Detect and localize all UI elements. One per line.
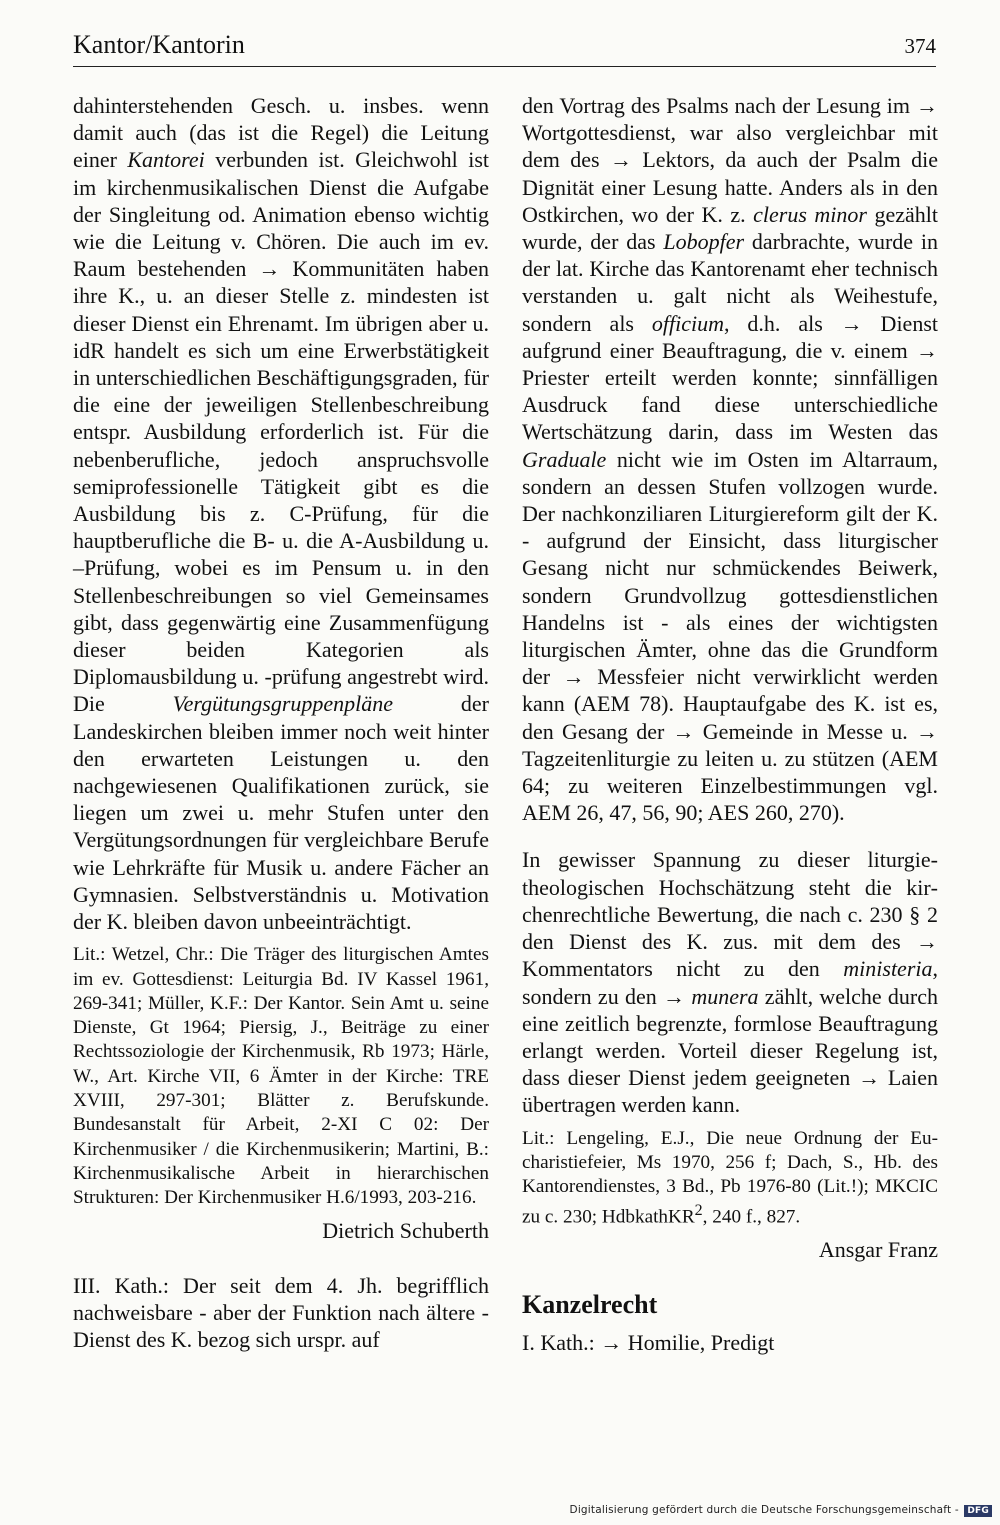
right-column [522, 92, 938, 1356]
running-head [73, 28, 936, 67]
author-signature: Ansgar Franz [818, 1237, 938, 1263]
body-paragraph: In gewisser Spannung zu dieser liturgietheologischen Hochschätzung steht die kirchenrechtliche Bewertung, die nach c. 230 § 2 den Dienst des K. zus. mit dem des → Kommentators nicht zu den ministeria, sondern zu den → munera zählt, welche durch eine zeitlich begrenzte, formlose Beauftragung erlangt werden. Vorteil dieser Regelung ist, dass dieser Dienst jedem geeigneten → Laien übertragen werden kann. [522, 847, 939, 1118]
literature-list: Lit.: Lengeling, E.J., Die neue Ordnung der Eucharistiefeier, Ms 1970, 256 f; Dach, S., Hb. des Kantorendienstes, 3 Bd., Pb 1976-80 (Lit.!); MKCIC zu c. 230; HdbkathKR$^2$, 240 f., 827. [522, 1127, 938, 1228]
entry-heading: Kanzelrecht [522, 1290, 658, 1320]
left-column [73, 92, 489, 1353]
body-paragraph: I. Kath.: → Homilie, Predigt [522, 1329, 775, 1355]
body-paragraph: III. Kath.: Der seit dem 4. Jh. begrifflich nachweisbare - aber der Funktion nach ältere - Dienst des K. bezog sich urspr. auf [73, 1272, 489, 1353]
dfg-logo: DFG [964, 1505, 992, 1517]
page-number: 374 [904, 34, 936, 58]
digitization-credit [570, 1504, 992, 1517]
author-signature: Dietrich Schuberth [322, 1217, 489, 1243]
body-paragraph: den Vortrag des Psalms nach der Lesung im → Wortgottesdienst, war also vergleichbar mit dem des → Lektors, da auch der Psalm die Dignität einer Lesung hatte. Anders als in den Ostkirchen, wo der K. z. clerus minor gezählt wurde, der das Lobopfer darbrachte, wurde in der lat. Kirche das Kantorenamt eher technisch verstanden u. galt nicht als Weihestufe, sondern als officium, d.h. als → Dienst aufgrund einer Beauftragung, die v. einem → Priester erteilt werden konnte; sinnfälligen Ausdruck fand diese unterschiedliche Wertschätzung darin, dass im Westen das Graduale nicht wie im Osten im Altarraum, sondern an dessen Stufen vollzogen wurde. Der nachkonziliaren Liturgiereform gilt der K. - aufgrund der Einsicht, dass liturgischer Gesang nicht nur schmückendes Beiwerk, sondern Grundvollzug gottesdienstlichen Handelns ist - als eines der wichtigsten liturgischen Ämter, ohne das die Grundform der → Messfeier nicht verwirklicht werden kann (AEM 78). Hauptaufgabe des K. ist es, den Gesang der → Gemeinde in Messe u. → Tagzeitenliturgie zu leiten u. zu stützen (AEM 64; zu weiteren Einzelbestimmungen vgl. AEM 26, 47, 56, 90; AES 260, 270). [522, 93, 938, 826]
literature-list: Lit.: Wetzel, Chr.: Die Träger des liturgischen Amtes im ev. Gottesdienst: Leiturgia Bd. IV Kassel 1961, 269-341; Müller, K.F.: Der Kantor. Sein Amt u. seine Dienste, Gt 1964; Piersig, J., Beiträge zu einer Rechtssoziologie der Kirchenmusik, Rb 1973; Härle, W., Art. Kirche VII, 6 Ämter in der Kirche: TRE XVIII, 297-301; Blätter z. Berufskunde. Bundesanstalt für Arbeit, 2-XI C 02: Der Kirchenmusiker / die Kirchenmusikerin; Martini, B.: Kirchenmusikalische Arbeit in hierarchischen Strukturen: Der Kirchenmusiker H.6/1993, 203-216. [73, 944, 489, 1209]
credit-text: Digitalisierung gefördert durch die Deutsche Forschungsgemeinschaft - [569, 1504, 959, 1516]
running-head-title: Kantor/Kantorin [73, 30, 245, 59]
body-paragraph: dahinterstehenden Gesch. u. insbes. wenn damit auch (das ist die Regel) die Leitung einer Kantorei verbunden ist. Gleichwohl ist im kirchenmusikalischen Dienst die Aufgabe der Singleitung od. Animation ebenso wichtig wie die Leitung v. Chören. Die auch im ev. Raum bestehenden → Kommunitäten haben ihre K., u. an dieser Stelle z. mindesten ist dieser Dienst ein Ehrenamt. Im übrigen aber u. idR handelt es sich um eine Erwerbstätigkeit in unterschiedlichen Beschäftigungsgraden, für die eine der jeweiligen Stellenbeschreibung entspr. Ausbildung erforderlich ist. Für die nebenberufliche, jedoch anspruchsvolle semiprofessionelle Tätigkeit gibt es die Ausbildung bis z. C-Prüfung, für die hauptberufliche die B- u. die A-Ausbildung u. –Prüfung, wobei es im Pensum u. in den Stellenbeschreibungen so viel Gemeinsames gibt, dass gegenwärtig eine Zusammenfügung dieser beiden Kategorien als Diplomausbildung u. -prüfung angestrebt wird. Die Vergütungsgruppenpläne der Landeskirchen bleiben immer noch weit hinter den erwarteten Leistungen u. den nachgewiesenen Qualifikationen zurück, sie liegen um zwei u. mehr Stufen unter den Vergütungsordnungen für vergleichbare Berufe wie Lehrkräfte für Musik u. andere Fächer an Gymnasien. Selbstverständnis u. Motivation der K. bleiben davon unbeeinträchtigt. [73, 93, 489, 935]
